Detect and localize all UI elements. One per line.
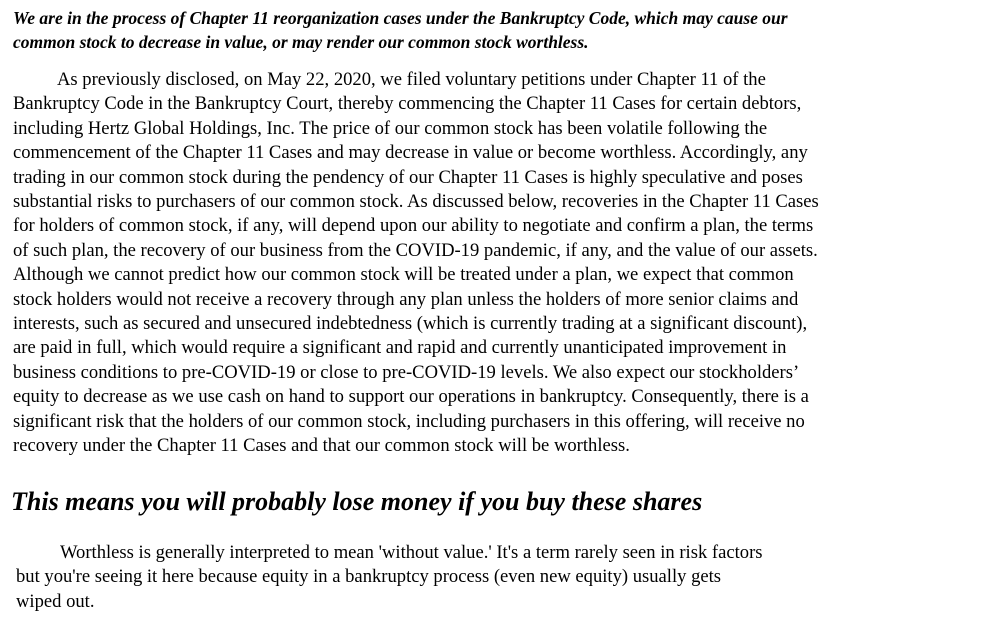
paragraph-line: stock holders would not receive a recovery through any plan unless the holders of more senior claims and bbox=[13, 288, 799, 310]
paragraph-line: interests, such as secured and unsecured indebtedness (which is currently trading at a significant discount), bbox=[13, 313, 808, 335]
paragraph-line: Although we cannot predict how our common stock will be treated under a plan, we expect that common bbox=[13, 264, 794, 286]
paragraph-line: of such plan, the recovery of our business from the COVID-19 pandemic, if any, and the value of our assets. bbox=[13, 239, 818, 261]
commentary-paragraph bbox=[16, 541, 763, 614]
title-line: We are in the process of Chapter 11 reorganization cases under the Bankruptcy Code, which may cause our bbox=[13, 8, 788, 28]
paragraph-line: business conditions to pre-COVID-19 or close to pre-COVID-19 levels. We also expect our stockholders’ bbox=[13, 361, 800, 383]
title-line: common stock to decrease in value, or may render our common stock worthless. bbox=[13, 32, 589, 52]
paragraph-line: trading in our common stock during the pendency of our Chapter 11 Cases is highly speculative and poses bbox=[13, 166, 803, 188]
paragraph-line: for holders of common stock, if any, will depend upon our ability to negotiate and confirm a plan, the terms bbox=[13, 215, 814, 237]
paragraph-line: Worthless is generally interpreted to mean 'without value.' It's a term rarely seen in risk factors bbox=[60, 542, 763, 563]
callout-heading: This means you will probably lose money if you buy these shares bbox=[11, 487, 703, 516]
paragraph-line: but you're seeing it here because equity in a bankruptcy process (even new equity) usually gets bbox=[16, 566, 722, 588]
paragraph-line: recovery under the Chapter 11 Cases and that our common stock will be worthless. bbox=[13, 435, 630, 457]
paragraph-line: wiped out. bbox=[16, 590, 95, 612]
paragraph-line: including Hertz Global Holdings, Inc. The price of our common stock has been volatile following the bbox=[13, 117, 768, 139]
risk-factor-title bbox=[13, 6, 788, 54]
paragraph-line: substantial risks to purchasers of our common stock. As discussed below, recoveries in the Chapter 11 Cases bbox=[13, 191, 819, 213]
paragraph-line: Bankruptcy Code in the Bankruptcy Court, thereby commencing the Chapter 11 Cases for certain debtors, bbox=[13, 93, 802, 115]
paragraph-line: commencement of the Chapter 11 Cases and may decrease in value or become worthless. Accordingly, any bbox=[13, 142, 808, 164]
risk-factor-paragraph bbox=[13, 68, 819, 459]
paragraph-line: are paid in full, which would require a significant and rapid and currently unanticipated improvement in bbox=[13, 337, 787, 359]
paragraph-line: equity to decrease as we use cash on hand to support our operations in bankruptcy. Consequently, there is a bbox=[13, 386, 809, 408]
paragraph-line: significant risk that the holders of our common stock, including purchasers in this offering, will receive no bbox=[13, 410, 805, 432]
paragraph-line: As previously disclosed, on May 22, 2020, we filed voluntary petitions under Chapter 11 of the bbox=[57, 69, 766, 90]
